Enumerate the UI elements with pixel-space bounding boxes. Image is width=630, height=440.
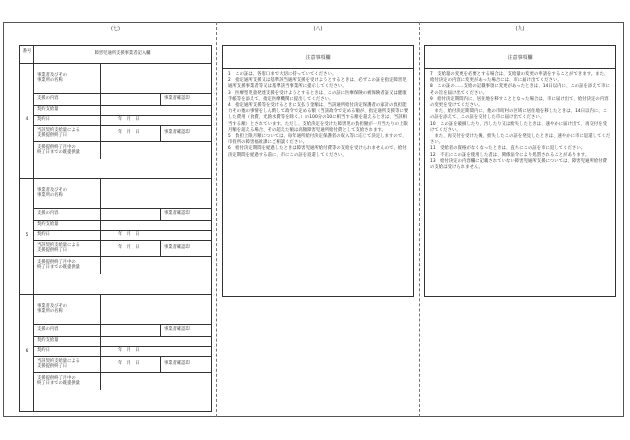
date-field[interactable]: 年 月 日 [118, 361, 140, 366]
notes-box-right [424, 45, 616, 297]
field-label-contract-amount: 契約支給量 [37, 338, 59, 343]
field-label-business-name: 事業者及びその 事業所の名称 [37, 303, 68, 315]
notes-box-middle [222, 45, 414, 297]
notes-header: 注意事項欄 [425, 46, 615, 69]
field-label-remaining: 当該契約支給量による 支援提供終了日 [37, 127, 80, 139]
page-number-left: (七) [111, 26, 120, 32]
number-header: 番号 [22, 49, 32, 54]
confirm-seal-label: 事業者確認印 [164, 211, 190, 216]
fold-line [419, 22, 420, 417]
table-header: 障害児通所支援事業者記入欄 [94, 51, 151, 56]
notes-text: 7 支給量の変更を必要とする場合は、支給量の変更の申請をすることができます。また、給付決定の内容に変更があった場合には、市に届け出てください。 8 この証の……支給の記載事項に変更があったときは、14日以内に、この証を添えて市にその旨を届け出てください。 9 給付決定期間内に、居住地を移すこととなった場合は、市に届け出て、給付決定の内容の変更を受けてください。 また、給付決定期間内に、他の市町村の区域に居住地を移したときは、14日以内に、この証を添えて、この証を交付した市に届け出てください。 10 この証を破損したり、汚したり又は紛失したときは、速やかに届け出て、再交付を受けてください。 また、再交付を受けた後、紛失したこの証を発見したときは、速やかに市に返還してください。 11 受給者の資格がなくなったときは、直ちにこの証を市に返してください。 12 不正にこの証を使用した者は、関係法令により処罰されることがあります。 13 給付決定の内容欄に記載されていない障害児通所支援については、障害児通所給付費の支給は受けられません。 [430, 72, 611, 171]
date-field[interactable]: 年 月 日 [118, 232, 140, 237]
confirm-seal-label: 事業者確認印 [164, 96, 190, 101]
page-number-right: (九) [515, 26, 525, 32]
notes-header: 注意事項欄 [223, 46, 413, 69]
field-label-usage: 支援提供終了月中の 終了日までの既提供量 [37, 259, 80, 271]
section-number: 5 [25, 233, 29, 238]
field-label-contract-amount: 契約支給量 [37, 107, 59, 112]
confirm-seal-label: 事業者確認印 [164, 361, 190, 366]
field-label-business-name: 事業者及びその 事業所の名称 [37, 187, 68, 199]
date-field[interactable]: 年 月 日 [118, 130, 140, 135]
field-label-service: 支援の内容 [37, 327, 59, 332]
page-number-middle: (八) [313, 26, 323, 32]
field-label-remaining: 当該契約支給量による 支援提供終了日 [37, 242, 80, 254]
confirm-seal-label: 事業者確認印 [164, 245, 190, 250]
field-label-usage: 支援提供終了月中の 終了日までの既提供量 [37, 144, 80, 156]
notes-text: 1 この証は、各窓口まで大切に持っていてください。 2 指定通所支援又は基準該当通所支援を受けようとするときは、必ずこの証を指定障害児通所支援事業者等又は基準該当事業所に提示してください。 3 医療型児童発達支援を受けようとするときは、この証に医療保険の被保険者証又は健康手帳等を添えて、指定医療機関に提出してください。 4 指定通所支援等を受けるときに支払う金額は、当該通所給付決定保護者の家計の負担能力その他の事情をしん酌して政令で定める額（当該政令で定める額が、指定通所支援等に要した費用（食費、光熱水費等を除く。）の100分の10に相当する額を超えるときは、当該相当する額）とされています。ただし、支給決定を受けた障害児の負担額が一月当たりの上限月額を超える場合、その超えた額は高額障害児通所給付費として支給されます。 5 負担上限月額については、毎年通所給付決定保護者の収入等に応じて決定しますので、市役所の障害福祉課にご相談ください。 6 給付決定期間を経過したときは障害児通所給付費等の支給を受けられませんので、給付決定期間を経過する前に、市にこの証を返還してください。 [228, 72, 409, 158]
field-label-usage: 支援提供終了月中の 終了日までの既提供量 [37, 375, 80, 387]
date-field[interactable]: 年 月 日 [118, 245, 140, 250]
field-label-business-name: 事業者及びその 事業所の名称 [37, 72, 68, 84]
section-number: 4 [25, 117, 29, 122]
confirm-seal-label: 事業者確認印 [164, 327, 190, 332]
field-label-contract-date: 契約日 [37, 348, 50, 353]
section-number: 6 [25, 349, 29, 354]
field-label-contract-date: 契約日 [37, 117, 50, 122]
field-label-service: 支援の内容 [37, 96, 59, 101]
date-field[interactable]: 年 月 日 [118, 348, 140, 353]
business-entry-table [19, 45, 212, 412]
fold-line [216, 22, 217, 417]
field-label-contract-date: 契約日 [37, 232, 50, 237]
field-label-remaining: 当該契約支給量による 支援提供終了日 [37, 358, 80, 370]
field-label-contract-amount: 契約支給量 [37, 222, 59, 227]
confirm-seal-label: 事業者確認印 [164, 130, 190, 135]
number-column [20, 46, 34, 411]
field-label-service: 支援の内容 [37, 211, 59, 216]
date-field[interactable]: 年 月 日 [118, 117, 140, 122]
